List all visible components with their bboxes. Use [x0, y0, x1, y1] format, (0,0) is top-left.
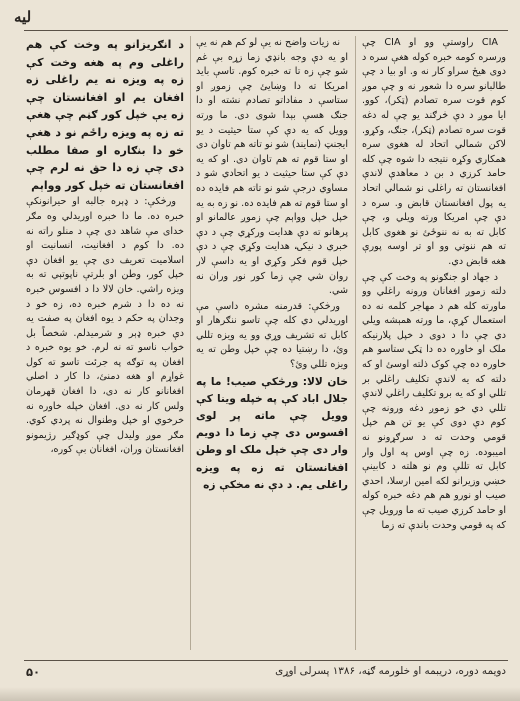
header-mark: لیه [14, 8, 32, 26]
footer-issue-info: دویمه دوره، دریبمه او خلورمه ګڼه، ۱۳۸۶ پسرلی اوړی [275, 665, 506, 677]
paragraph: ورڅکې: قدرمنه مشره داسې مې اوریدلي دي کله چې تاسو ننګرهار او کابل ته تشریف وړي وو یه ویزه تللي وئ، دا رښتیا ده چې خپل وطن ته یه ویزه تللي وئ؟ [196, 300, 348, 371]
scan-shadow [0, 687, 520, 701]
bold-quote: د انګریزانو په وخت کې هم راغلی وم په هغه وخت کې زه په ویزه نه یم راغلی زه افغان یم او افغانستان چې زه یې خپل کور ګڼم چې هغې ته زه په ویزه راځم نو د هغې خو دا بنګاره او صفا مطلب دی چې زه دا حق نه لرم چې افغانستان ته خپل کور وواېم [26, 38, 184, 192]
text-columns [26, 36, 506, 650]
footer-rule [24, 660, 508, 661]
paragraph: د جهاد او جنګونو په وخت کې چې دلته زموږ افغانان ورونه راغلي وو ماورته کله هم د مهاجر کلمه نه ده استعمال کړې، ما ورته همېشه ویلي دي چې دا د دوی د خپل پلارنیکه ملک او خاوره ده دا ټکۍ ستاسو هم خاوره ده چې کوک ذلته اوسئ او که دلته که یه لاندې تکلیف راغلي بر تللي او که یه برو تکلیف راغلي لاندې تللي دي خو زموږ دغه ورونه چې کوم دې دوی کې یو تن هم خپل قومي وحدت ته د سرګړونو نه امیبوده. زه چې اوس په اول وار کابل ته تللې وم نو هلته د کابینې خښي وزیرانو لکه امین ارسلا، احدي صیب او نورو هم هم دغه خبره کوله او حامد کرزي صیب ته ما ورویل چې که په قومي وحدت باندې ته زما [362, 271, 506, 531]
column-left [26, 36, 184, 650]
paragraph: ورڅکې: د ډېره جالبه او حیرانونکې خبره ده. ما دا خبره اوریدلي وه مګر خدای مې شاهد دی چې د منلو راته نه ده. دا کوم د افغانیت، انسانیت او اسلامیت تعریف دی چې یو افغان دې خپل کور، وطن او بلرتې ناپوتېي ته به ویزه راشي. خان لالا دا د افسوس خبره نه ده دا د شرم خبره ده، زه خو د وجدان په حکم د یوه افغان په صفت یه دې خبره ډېر و شرمیدلم. شخصاً بل خواب ناسو ته نه لرم. خو یوه خبره د افغان په توګه په جرئت تاسو ته کول غواړم او هغه دمنئ، دا کار د اصلي افغانانو کار نه دی، دا افغان قهرمان ولس کار نه دی. افغان خپله خاوره نه خرخوي او خپل وطنوال نه پردي کوي. مګر موږ ولیدل چې کوډګیر رژیمونو افغانستان وران، افغانان بې کوره، [26, 196, 184, 456]
page-number: ۵۰ [26, 665, 41, 679]
column-right [362, 36, 506, 650]
top-rule [24, 30, 508, 31]
paragraph: نه زیات واضح نه یې لو کم هم نه یې او یه دې وجه بانډي زما زړه بې غم شو چې زه تا ته خبره کوم. تاسې باید امریکا ته دا وښایئ چې زموږ او ستاسې د مفاداتو تصادم نشته او دا جنګ هسې بېدا شوی دی. ما ورته وویل که یه دې کې ستا حیثیت د یو ایجنټ (نمایند) شو نو تاته هم تاوان دی او ستا قوم ته هم تاوان دی. او که یه دې کې ستا حیثیت د یو اتحادي شو د مساوي درجې شو نو تاته هم فایده ده او ستا قوم ته هم فایده ده. نو زه به یه خپل خپل وواېم چې زموږ عالمانو او پرهانو ته دې هدایت ورکړي چې د دې خبري د نیکۍ، هدایت وکړي چې د دې خپل قوم فکر وکړي او یه داسې لار روان شي چې زما کور نور وران نه شي. [196, 37, 348, 297]
bold-quote: خان لالا: ورڅکې صیب! ما په جلال اباد کې په خپله وینا کې وویل چې ماته پر لوی افسوس دی چې زما دا دویم وار دی چې خپل ملک او وطن افغانستان ته زه په ویزه راغلی یم. د دې نه مخکې زه [196, 375, 348, 491]
column-middle [196, 36, 348, 650]
paragraph: CIA راوستې وو او CIA چې ورسره کومه خبره کوله هغې سره د دوی هیڅ سراو کار نه و. او بیا د چې طالبانو سره دا شعور نه و چې موږ کوم قوت سره تصادم (ټکر)، کوو. ایا موږ د دې څرګند یو چې له دغه قوت سره تصادم (ټکر)، جنګ، وکړو. لاکن شمالي اتحاد له هغوی سره همکاري وکړه نتیجه دا شوه چې کله حامد کرزي د بن د معاهدې لاندې افغانستان ته راغلی نو شمالي اتحاد یه پول افغانستان قابض و. سره د دې چې امریکا ورته ویلي و، چې کابل ته به نه ننوځئ نو هغوی کابل ته هم ننوتي وو او تر اوسه پورې هغه قابض دي. [362, 37, 506, 267]
